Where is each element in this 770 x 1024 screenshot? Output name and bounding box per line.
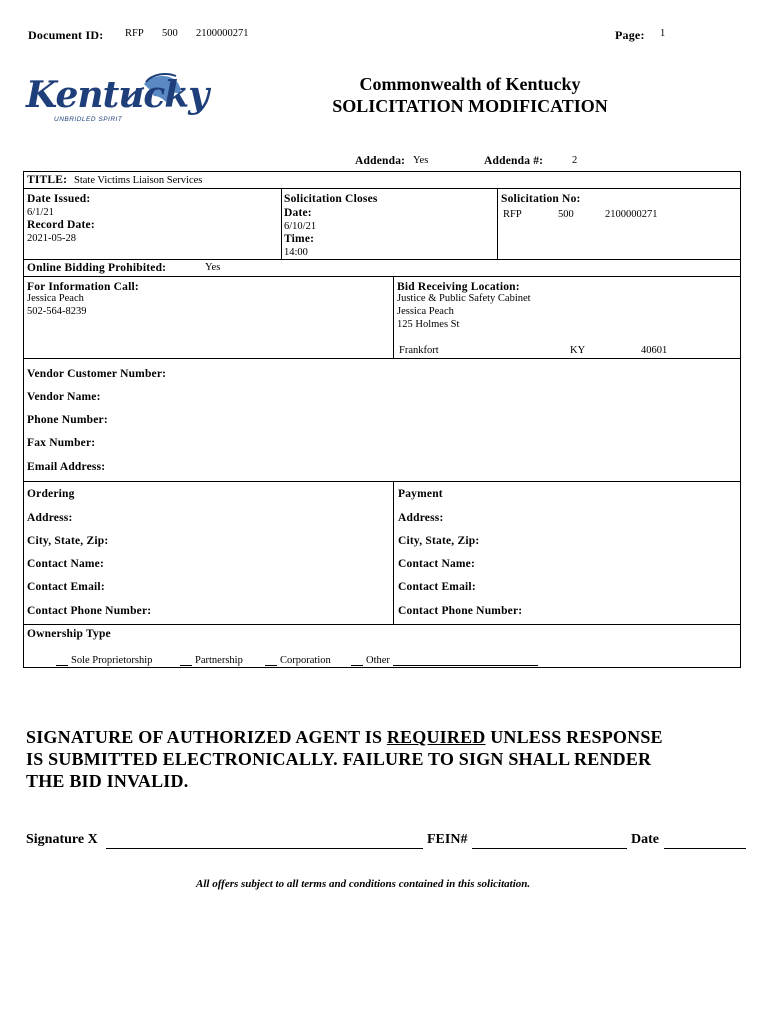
divider — [23, 188, 741, 189]
ordering-contact-phone-field[interactable]: Contact Phone Number: — [27, 605, 152, 617]
solicitation-form — [23, 171, 741, 668]
kentucky-logo — [26, 70, 209, 132]
closes-date-label: Date: — [284, 207, 312, 219]
divider — [23, 259, 741, 260]
page-number: 1 — [660, 28, 666, 39]
addenda-value: Yes — [413, 155, 429, 166]
solicitation-number-label: Solicitation No: — [501, 193, 581, 205]
divider — [23, 358, 741, 359]
information-contact-name: Jessica Peach — [27, 293, 84, 304]
ordering-contact-email-field[interactable]: Contact Email: — [27, 581, 105, 593]
partnership-checkbox[interactable] — [180, 654, 192, 666]
solicitation-number-value: 2100000271 — [605, 209, 658, 220]
payment-city-state-zip-field[interactable]: City, State, Zip: — [398, 535, 480, 547]
document-id-type: RFP — [125, 28, 144, 39]
information-contact-phone: 502-564-8239 — [27, 306, 87, 317]
signature-notice-required: REQUIRED — [386, 727, 486, 747]
sole-proprietorship-checkbox[interactable] — [56, 654, 68, 666]
signature-notice-line3: THE BID INVALID. — [26, 771, 189, 791]
partnership-label: Partnership — [195, 655, 243, 666]
other-label: Other — [366, 655, 390, 666]
bid-location-city: Frankfort — [399, 345, 439, 356]
bid-location-label: Bid Receiving Location: — [397, 281, 520, 293]
page-label: Page: — [615, 28, 645, 42]
fein-label: FEIN# — [427, 832, 468, 847]
document-id-number: 2100000271 — [196, 28, 249, 39]
online-bidding-label: Online Bidding Prohibited: — [27, 262, 167, 274]
bid-location-zip: 40601 — [641, 345, 668, 356]
document-id-dept: 500 — [162, 28, 178, 39]
divider — [393, 481, 394, 624]
bid-location-street: 125 Holmes St — [397, 319, 460, 330]
ordering-heading: Ordering — [27, 488, 75, 500]
time-label: Time: — [284, 233, 315, 245]
addenda-number-label: Addenda #: — [484, 155, 544, 167]
logo-wordmark: Kentucky — [26, 74, 209, 116]
corporation-label: Corporation — [280, 655, 331, 666]
other-checkbox[interactable] — [351, 654, 363, 666]
signature-input[interactable] — [106, 834, 423, 849]
doc-title-line1: Commonwealth of Kentucky — [359, 74, 581, 94]
record-date-label: Record Date: — [27, 219, 95, 231]
signature-label: Signature X — [26, 832, 98, 847]
email-address-field[interactable]: Email Address: — [27, 461, 106, 473]
vendor-customer-number-field[interactable]: Vendor Customer Number: — [27, 368, 167, 380]
time-value: 14:00 — [284, 247, 308, 258]
doc-title-line2: SOLICITATION MODIFICATION — [332, 96, 608, 116]
payment-contact-email-field[interactable]: Contact Email: — [398, 581, 476, 593]
ownership-type-label: Ownership Type — [27, 628, 111, 640]
payment-address-field[interactable]: Address: — [398, 512, 444, 524]
document-id-label: Document ID: — [28, 28, 104, 42]
fein-input[interactable] — [472, 834, 627, 849]
fax-number-field[interactable]: Fax Number: — [27, 437, 96, 449]
divider — [23, 624, 741, 625]
ordering-city-state-zip-field[interactable]: City, State, Zip: — [27, 535, 109, 547]
signature-notice — [26, 727, 663, 748]
divider — [23, 276, 741, 277]
divider — [393, 276, 394, 358]
addenda-number-value: 2 — [572, 155, 578, 166]
other-ownership-input[interactable] — [393, 654, 538, 666]
signature-notice-line2: IS SUBMITTED ELECTRONICALLY. FAILURE TO SIGN SHALL RENDER — [26, 749, 652, 769]
bid-location-state: KY — [570, 345, 586, 356]
solicitation-closes-label: Solicitation Closes — [284, 193, 378, 205]
solicitation-number-dept: 500 — [558, 209, 574, 220]
title-value: State Victims Liaison Services — [74, 175, 203, 186]
online-bidding-value: Yes — [205, 262, 221, 273]
information-call-label: For Information Call: — [27, 281, 139, 293]
payment-contact-phone-field[interactable]: Contact Phone Number: — [398, 605, 523, 617]
divider — [281, 188, 282, 259]
date-input[interactable] — [664, 834, 746, 849]
divider — [497, 188, 498, 259]
solicitation-number-type: RFP — [503, 209, 522, 220]
phone-number-field[interactable]: Phone Number: — [27, 414, 108, 426]
date-issued-value: 6/1/21 — [27, 207, 54, 218]
bid-location-org: Justice & Public Safety Cabinet — [397, 293, 531, 304]
divider — [23, 481, 741, 482]
record-date-value: 2021-05-28 — [27, 233, 76, 244]
bid-location-name: Jessica Peach — [397, 306, 454, 317]
payment-contact-name-field[interactable]: Contact Name: — [398, 558, 476, 570]
logo-tagline: UNBRIDLED SPIRIT — [54, 116, 123, 123]
date-issued-label: Date Issued: — [27, 193, 91, 205]
addenda-label: Addenda: — [355, 155, 406, 167]
signature-notice-pre: SIGNATURE OF AUTHORIZED AGENT IS — [26, 727, 383, 747]
ordering-address-field[interactable]: Address: — [27, 512, 73, 524]
ordering-contact-name-field[interactable]: Contact Name: — [27, 558, 105, 570]
payment-heading: Payment — [398, 488, 443, 500]
title-label: TITLE: — [27, 174, 68, 186]
corporation-checkbox[interactable] — [265, 654, 277, 666]
closes-date-value: 6/10/21 — [284, 221, 317, 232]
signature-notice-post: UNLESS RESPONSE — [490, 727, 663, 747]
terms-footer: All offers subject to all terms and conditions contained in this solicitation. — [196, 878, 531, 890]
sole-proprietorship-label: Sole Proprietorship — [71, 655, 153, 666]
date-label: Date — [631, 832, 659, 847]
vendor-name-field[interactable]: Vendor Name: — [27, 391, 101, 403]
